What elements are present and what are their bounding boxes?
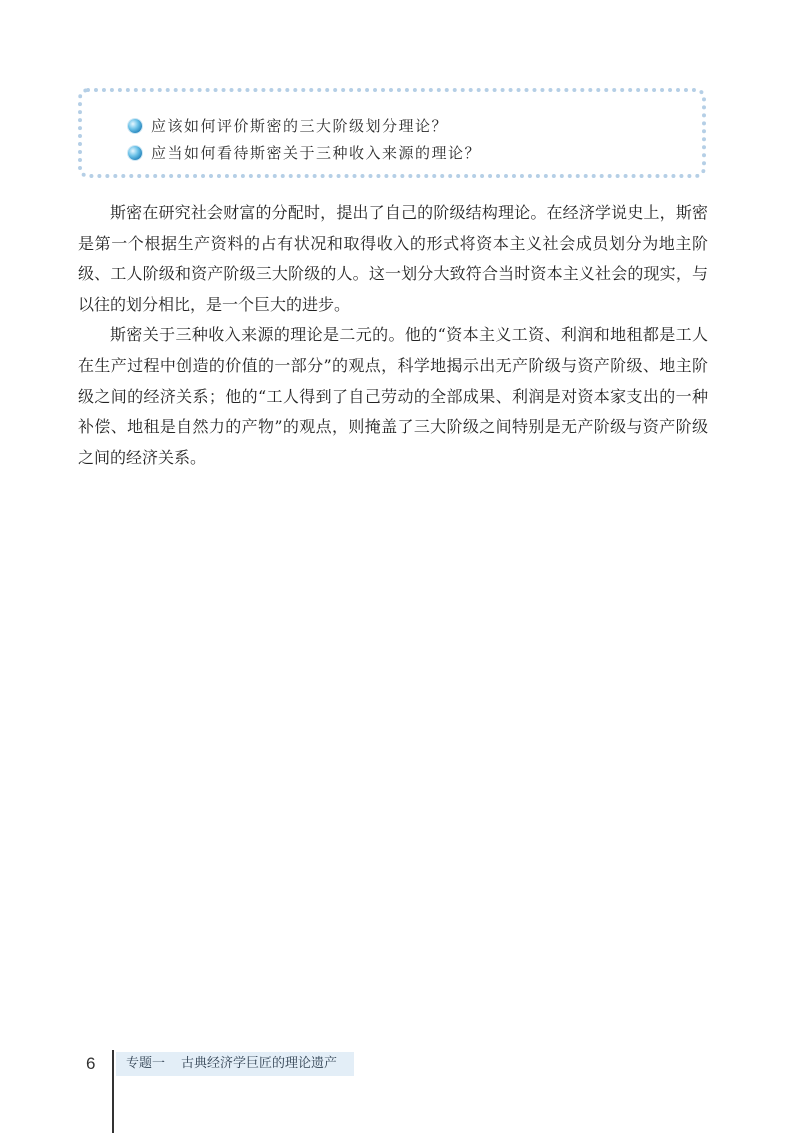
chapter-code: 专题一 [126, 1056, 166, 1071]
chapter-label [116, 1052, 354, 1076]
paragraph-income-sources: 斯密关于三种收入来源的理论是二元的。他的“资本主义工资、利润和地租都是工人在生产过程中创造的价值的一部分”的观点，科学地揭示出无产阶级与资产阶级、地主阶级之间的经济关系；他的“工人得到了自己劳动的全部成果、利润是对资本家支出的一种补偿、地租是自然力的产物”的观点，则掩盖了三大阶级之间特别是无产阶级与资产阶级之间的经济关系。 [78, 325, 708, 467]
bullet-dot-icon [128, 146, 142, 160]
question-text: 应当如何看待斯密关于三种收入来源的理论？ [151, 144, 482, 162]
bullet-dot-icon [128, 119, 142, 133]
footer-divider [112, 1050, 114, 1133]
question-item [128, 112, 481, 139]
page-number: 6 [86, 1054, 96, 1073]
paragraph-class-structure: 斯密在研究社会财富的分配时，提出了自己的阶级结构理论。在经济学说史上，斯密是第一个根据生产资料的占有状况和取得收入的形式将资本主义社会成员划分为地主阶级、工人阶级和资产阶级三大阶级的人。这一划分大致符合当时资本主义社会的现实，与以往的划分相比，是一个巨大的进步。 [78, 203, 708, 314]
chapter-title: 古典经济学巨匠的理论遗产 [181, 1056, 338, 1071]
question-item [128, 139, 481, 166]
page-footer [0, 1040, 800, 1133]
discussion-questions-box [78, 88, 706, 178]
question-list [128, 112, 481, 166]
question-text: 应该如何评价斯密的三大阶级划分理论？ [151, 117, 449, 135]
body-text [78, 198, 708, 473]
